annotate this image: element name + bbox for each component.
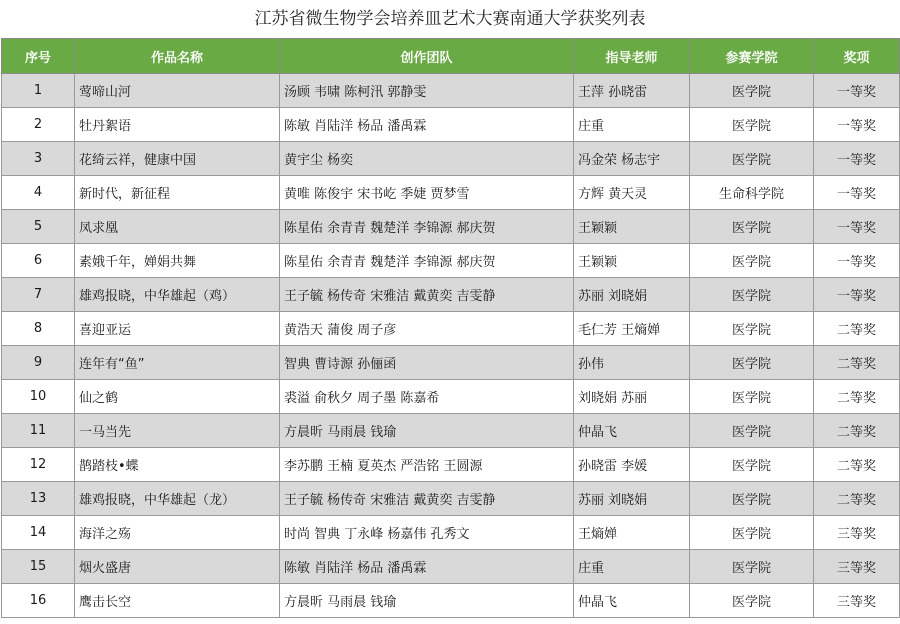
advisor-cell: 毛仁芳 王熵婵 xyxy=(574,312,690,346)
college-cell: 医学院 xyxy=(690,278,814,312)
college-cell: 医学院 xyxy=(690,414,814,448)
work-name-cell: 凤求凰 xyxy=(75,210,280,244)
advisor-cell: 仲晶飞 xyxy=(574,584,690,618)
table-row xyxy=(2,380,900,414)
table-row xyxy=(2,142,900,176)
index-cell: 15 xyxy=(2,550,75,584)
award-cell: 一等奖 xyxy=(814,244,900,278)
index-cell: 12 xyxy=(2,448,75,482)
award-cell: 一等奖 xyxy=(814,278,900,312)
team-cell: 陈星佑 余青青 魏楚洋 李锦源 郝庆贺 xyxy=(280,210,574,244)
team-cell: 裘溢 俞秋夕 周子墨 陈嘉希 xyxy=(280,380,574,414)
college-cell: 医学院 xyxy=(690,346,814,380)
team-cell: 李苏鹏 王楠 夏英杰 严浩铭 王圆源 xyxy=(280,448,574,482)
award-cell: 一等奖 xyxy=(814,108,900,142)
advisor-cell: 王颖颖 xyxy=(574,244,690,278)
team-cell: 黄唯 陈俊宇 宋书屹 季婕 贾梦雪 xyxy=(280,176,574,210)
advisor-cell: 王颖颖 xyxy=(574,210,690,244)
work-name-cell: 海洋之殇 xyxy=(75,516,280,550)
table-row xyxy=(2,516,900,550)
work-name-cell: 鹰击长空 xyxy=(75,584,280,618)
advisor-cell: 仲晶飞 xyxy=(574,414,690,448)
work-name-cell: 雄鸡报晓，中华雄起（鸡） xyxy=(75,278,280,312)
index-cell: 8 xyxy=(2,312,75,346)
col-college-header: 参赛学院 xyxy=(690,39,814,74)
work-name-cell: 素娥千年，婵娟共舞 xyxy=(75,244,280,278)
award-cell: 一等奖 xyxy=(814,176,900,210)
team-cell: 陈星佑 余青青 魏楚洋 李锦源 郝庆贺 xyxy=(280,244,574,278)
award-cell: 一等奖 xyxy=(814,142,900,176)
table-header-row xyxy=(2,39,900,74)
college-cell: 医学院 xyxy=(690,210,814,244)
awards-table xyxy=(1,38,900,618)
index-cell: 1 xyxy=(2,74,75,108)
team-cell: 王子毓 杨传奇 宋雅洁 戴黄奕 吉雯静 xyxy=(280,278,574,312)
college-cell: 医学院 xyxy=(690,550,814,584)
work-name-cell: 新时代，新征程 xyxy=(75,176,280,210)
work-name-cell: 牡丹絮语 xyxy=(75,108,280,142)
advisor-cell: 孙伟 xyxy=(574,346,690,380)
table-row xyxy=(2,584,900,618)
page-title: 江苏省微生物学会培养皿艺术大赛南通大学获奖列表 xyxy=(254,9,646,29)
index-cell: 5 xyxy=(2,210,75,244)
award-cell: 二等奖 xyxy=(814,448,900,482)
work-name-cell: 连年有“鱼” xyxy=(75,346,280,380)
table-row xyxy=(2,448,900,482)
college-cell: 医学院 xyxy=(690,108,814,142)
advisor-cell: 庄重 xyxy=(574,550,690,584)
team-cell: 王子毓 杨传奇 宋雅洁 戴黄奕 吉雯静 xyxy=(280,482,574,516)
table-row xyxy=(2,210,900,244)
index-cell: 9 xyxy=(2,346,75,380)
table-body xyxy=(2,74,900,618)
index-cell: 4 xyxy=(2,176,75,210)
college-cell: 医学院 xyxy=(690,380,814,414)
table-row xyxy=(2,74,900,108)
table-row xyxy=(2,176,900,210)
advisor-cell: 冯金荣 杨志宇 xyxy=(574,142,690,176)
advisor-cell: 王萍 孙晓雷 xyxy=(574,74,690,108)
award-cell: 一等奖 xyxy=(814,74,900,108)
award-cell: 三等奖 xyxy=(814,550,900,584)
team-cell: 智典 曹诗源 孙俪函 xyxy=(280,346,574,380)
award-cell: 三等奖 xyxy=(814,516,900,550)
college-cell: 医学院 xyxy=(690,482,814,516)
table-row xyxy=(2,414,900,448)
team-cell: 方晨昕 马雨晨 钱瑜 xyxy=(280,414,574,448)
college-cell: 医学院 xyxy=(690,584,814,618)
col-work-name-header: 作品名称 xyxy=(75,39,280,74)
index-cell: 11 xyxy=(2,414,75,448)
work-name-cell: 莺啼山河 xyxy=(75,74,280,108)
table-row xyxy=(2,482,900,516)
award-cell: 二等奖 xyxy=(814,414,900,448)
advisor-cell: 苏丽 刘晓娟 xyxy=(574,482,690,516)
col-index-header: 序号 xyxy=(2,39,75,74)
work-name-cell: 仙之鹤 xyxy=(75,380,280,414)
team-cell: 时尚 智典 丁永峰 杨嘉伟 孔秀文 xyxy=(280,516,574,550)
table-row xyxy=(2,278,900,312)
team-cell: 汤顾 韦啸 陈柯汛 郭静雯 xyxy=(280,74,574,108)
work-name-cell: 雄鸡报晓，中华雄起（龙） xyxy=(75,482,280,516)
table-row xyxy=(2,312,900,346)
index-cell: 14 xyxy=(2,516,75,550)
table-row xyxy=(2,346,900,380)
team-cell: 方晨昕 马雨晨 钱瑜 xyxy=(280,584,574,618)
advisor-cell: 刘晓娟 苏丽 xyxy=(574,380,690,414)
work-name-cell: 烟火盛唐 xyxy=(75,550,280,584)
team-cell: 陈敏 肖陆洋 杨品 潘禹霖 xyxy=(280,108,574,142)
col-advisor-header: 指导老师 xyxy=(574,39,690,74)
college-cell: 医学院 xyxy=(690,516,814,550)
advisor-cell: 孙晓雷 李媛 xyxy=(574,448,690,482)
index-cell: 3 xyxy=(2,142,75,176)
table-row xyxy=(2,108,900,142)
index-cell: 10 xyxy=(2,380,75,414)
advisor-cell: 方辉 黄天灵 xyxy=(574,176,690,210)
college-cell: 生命科学院 xyxy=(690,176,814,210)
award-cell: 二等奖 xyxy=(814,482,900,516)
college-cell: 医学院 xyxy=(690,142,814,176)
award-cell: 三等奖 xyxy=(814,584,900,618)
work-name-cell: 一马当先 xyxy=(75,414,280,448)
award-cell: 一等奖 xyxy=(814,210,900,244)
index-cell: 13 xyxy=(2,482,75,516)
work-name-cell: 鹊踏枝•蝶 xyxy=(75,448,280,482)
team-cell: 陈敏 肖陆洋 杨品 潘禹霖 xyxy=(280,550,574,584)
col-team-header: 创作团队 xyxy=(280,39,574,74)
col-award-header: 奖项 xyxy=(814,39,900,74)
index-cell: 2 xyxy=(2,108,75,142)
advisor-cell: 庄重 xyxy=(574,108,690,142)
advisor-cell: 苏丽 刘晓娟 xyxy=(574,278,690,312)
college-cell: 医学院 xyxy=(690,448,814,482)
team-cell: 黄宇尘 杨奕 xyxy=(280,142,574,176)
college-cell: 医学院 xyxy=(690,74,814,108)
college-cell: 医学院 xyxy=(690,312,814,346)
index-cell: 6 xyxy=(2,244,75,278)
award-cell: 二等奖 xyxy=(814,312,900,346)
table-row xyxy=(2,550,900,584)
index-cell: 16 xyxy=(2,584,75,618)
award-cell: 二等奖 xyxy=(814,380,900,414)
table-row xyxy=(2,244,900,278)
award-cell: 二等奖 xyxy=(814,346,900,380)
team-cell: 黄浩天 蒲俊 周子彦 xyxy=(280,312,574,346)
advisor-cell: 王熵婵 xyxy=(574,516,690,550)
work-name-cell: 花绮云祥，健康中国 xyxy=(75,142,280,176)
index-cell: 7 xyxy=(2,278,75,312)
college-cell: 医学院 xyxy=(690,244,814,278)
work-name-cell: 喜迎亚运 xyxy=(75,312,280,346)
